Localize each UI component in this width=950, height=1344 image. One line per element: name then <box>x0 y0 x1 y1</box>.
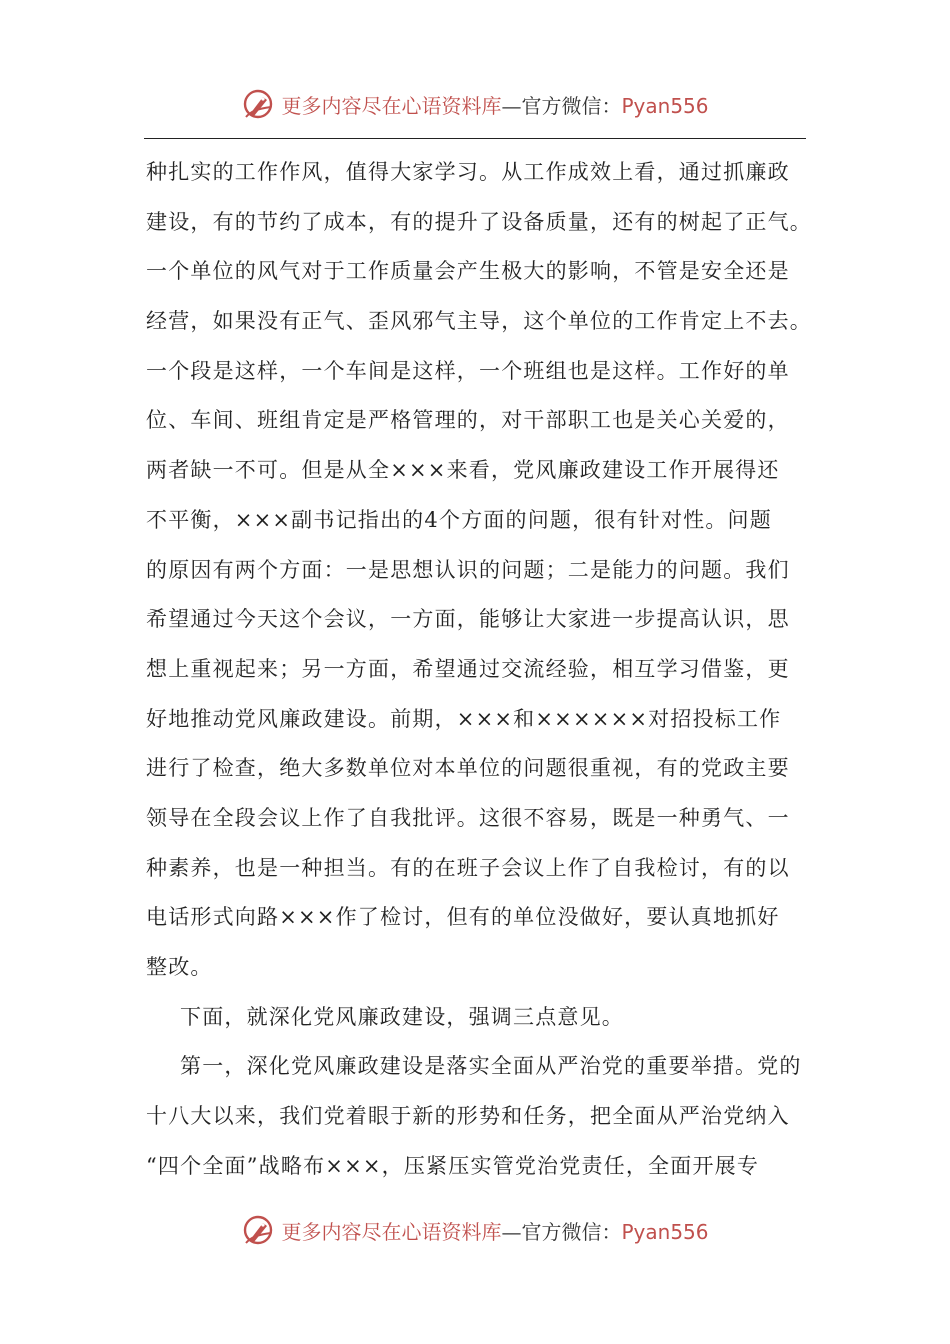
header-brand-text <box>281 90 708 119</box>
text-line: 一个段是这样，一个车间是这样，一个班组也是这样。工作好的单 <box>146 358 790 383</box>
footer-dash: — <box>501 1219 522 1244</box>
text-line: 两者缺一不可。但是从全×××来看，党风廉政建设工作开展得还 <box>146 458 780 483</box>
text-line: 十八大以来，我们党着眼于新的形势和任务，把全面从严治党纳入 <box>146 1104 790 1129</box>
document-body <box>146 148 812 1191</box>
footer-banner-content <box>241 1213 708 1247</box>
pen-nib-circle-icon <box>241 1213 275 1247</box>
header-banner <box>0 84 950 124</box>
text-line: 经营，如果没有正气、歪风邪气主导，这个单位的工作肯定上不去。 <box>146 309 812 334</box>
text-line: 希望通过今天这个会议，一方面，能够让大家进一步提高认识，思 <box>146 607 790 632</box>
footer-brand-text <box>281 1216 708 1245</box>
text-line: 一个单位的风气对于工作质量会产生极大的影响，不管是安全还是 <box>146 259 790 284</box>
text-line: 进行了检查，绝大多数单位对本单位的问题很重视，有的党政主要 <box>146 756 790 781</box>
text-line: 种素养，也是一种担当。有的在班子会议上作了自我检讨，有的以 <box>146 855 790 880</box>
text-line: 位、车间、班组肯定是严格管理的，对干部职工也是关心关爱的， <box>146 408 790 433</box>
header-divider <box>144 138 806 139</box>
footer-wechat-label: 官方微信： <box>521 1219 622 1244</box>
text-line: 整改。 <box>146 955 213 979</box>
paragraph-first-line: 第一，深化党风廉政建设是落实全面从严治党的重要举措。党的 <box>180 1054 802 1079</box>
text-line: 电话形式向路×××作了检讨，但有的单位没做好，要认真地抓好 <box>146 905 780 930</box>
text-line: 领导在全段会议上作了自我批评。这很不容易，既是一种勇气、一 <box>146 805 790 830</box>
text-line: 想上重视起来；另一方面，希望通过交流经验，相互学习借鉴，更 <box>146 656 790 681</box>
footer-banner <box>0 1210 950 1250</box>
text-line: 好地推动党风廉政建设。前期，×××和××××××对招投标工作 <box>146 706 782 731</box>
text-line: 种扎实的工作作风，值得大家学习。从工作成效上看，通过抓廉政 <box>146 160 790 184</box>
header-banner-content <box>241 87 708 121</box>
text-line: 不平衡，×××副书记指出的4个方面的问题，很有针对性。问题 <box>146 507 772 532</box>
header-site-name: 更多内容尽在心语资料库 <box>281 93 502 118</box>
pen-nib-circle-icon <box>241 87 275 121</box>
text-line: “四个全面”战略布×××，压紧压实管党治党责任，全面开展专 <box>146 1153 760 1178</box>
header-dash: — <box>501 93 522 118</box>
text-line: 建设，有的节约了成本，有的提升了设备质量，还有的树起了正气。 <box>146 209 812 234</box>
text-line: 的原因有两个方面：一是思想认识的问题；二是能力的问题。我们 <box>146 557 790 582</box>
footer-site-name: 更多内容尽在心语资料库 <box>281 1219 502 1244</box>
header-wechat-label: 官方微信： <box>521 93 622 118</box>
footer-wechat-account: Pyan556 <box>621 1219 709 1244</box>
paragraph-first-line: 下面，就深化党风廉政建设，强调三点意见。 <box>180 1004 624 1029</box>
header-wechat-account: Pyan556 <box>621 93 709 118</box>
